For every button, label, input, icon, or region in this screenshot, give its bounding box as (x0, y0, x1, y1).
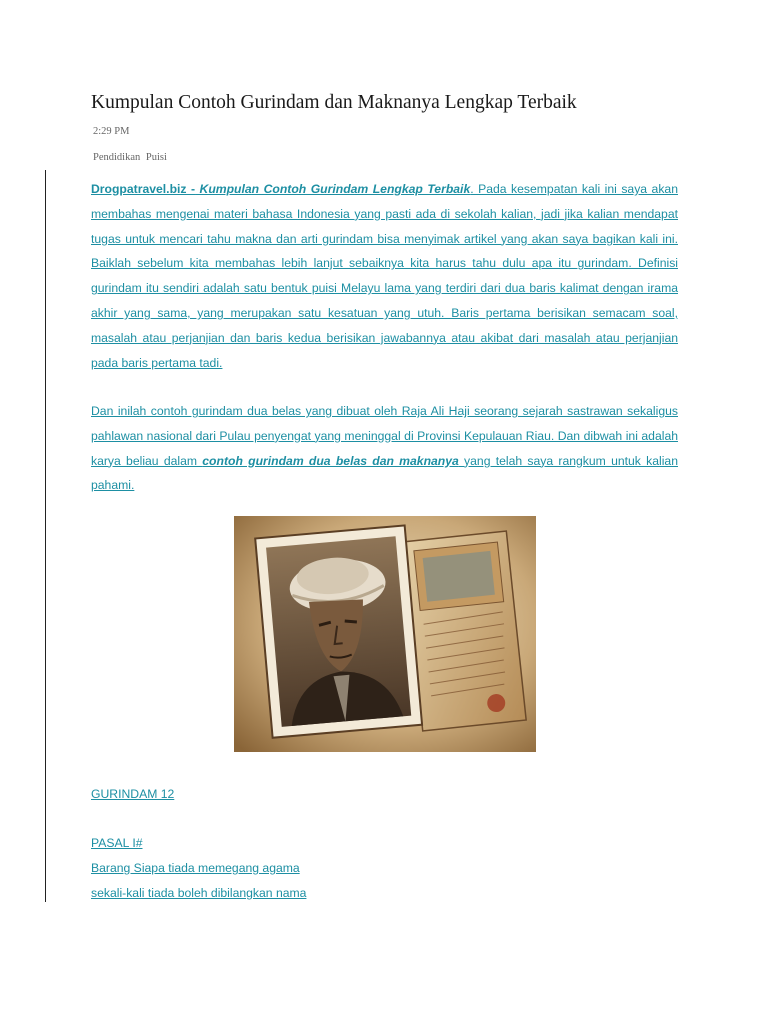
portrait-illustration (234, 516, 536, 752)
tag-pendidikan[interactable]: Pendidikan (93, 152, 141, 163)
article-title: Kumpulan Contoh Gurindam dan Maknanya Lengkap Terbaik (91, 92, 577, 113)
pasal-title[interactable]: PASAL I# (91, 836, 143, 850)
tag-puisi[interactable]: Puisi (145, 152, 167, 163)
second-paragraph[interactable] (91, 399, 678, 498)
site-brand-link[interactable]: Drogpatravel.biz - (91, 182, 196, 196)
second-paragraph-tail: yang telah saya rangkum untuk kalian pahami. (91, 453, 678, 493)
page-margin-rule (45, 170, 46, 902)
second-paragraph-text: Dan inilah contoh gurindam dua belas yang dibuat oleh Raja Ali Haji seorang sejarah sastrawan sekaligus pahlawan nasional dari Pulau penyengat yang meninggal di Provinsi Kepulauan Riau. Dan dibwah ini adalah karya beliau dalam (91, 404, 678, 468)
intro-body-text: . Pada kesempatan kali ini saya akan membahas mengenai materi bahasa Indonesia yang pasti ada di sekolah kalian, jadi jika kalian mendapat tugas untuk mencari tahu makna dan arti gurindam bisa menyimak artikel yang akan saya bagikan kali ini. Baiklah sebelum kita membahas lebih lanjut sebaiknya kita harus tahu dulu apa itu gurindam. Definisi gurindam itu sendiri adalah satu bentuk puisi Melayu lama yang terdiri dari dua baris kalimat dengan irama akhir yang sama, yang merupakan satu kesatuan yang utuh. Baris pertama berisikan semacam soal, masalah atau perjanjian dan baris kedua berisikan jawabannya atau akibat dari masalah atau perjanjian pada baris pertama tadi. (91, 182, 678, 370)
keyword-link[interactable]: contoh gurindam dua belas dan maknanya (202, 453, 459, 468)
intro-paragraph[interactable] (91, 177, 678, 375)
article-title-link[interactable]: Kumpulan Contoh Gurindam Lengkap Terbaik (199, 182, 471, 196)
post-time: 2:29 PM (93, 126, 130, 137)
gurindam-section-title[interactable]: GURINDAM 12 (91, 787, 175, 801)
verse-line-1[interactable]: Barang Siapa tiada memegang agama (91, 861, 300, 875)
post-tags (93, 152, 167, 163)
raja-ali-haji-portrait-image (234, 516, 536, 752)
verse-line-2[interactable]: sekali-kali tiada boleh dibilangkan nama (91, 886, 307, 900)
